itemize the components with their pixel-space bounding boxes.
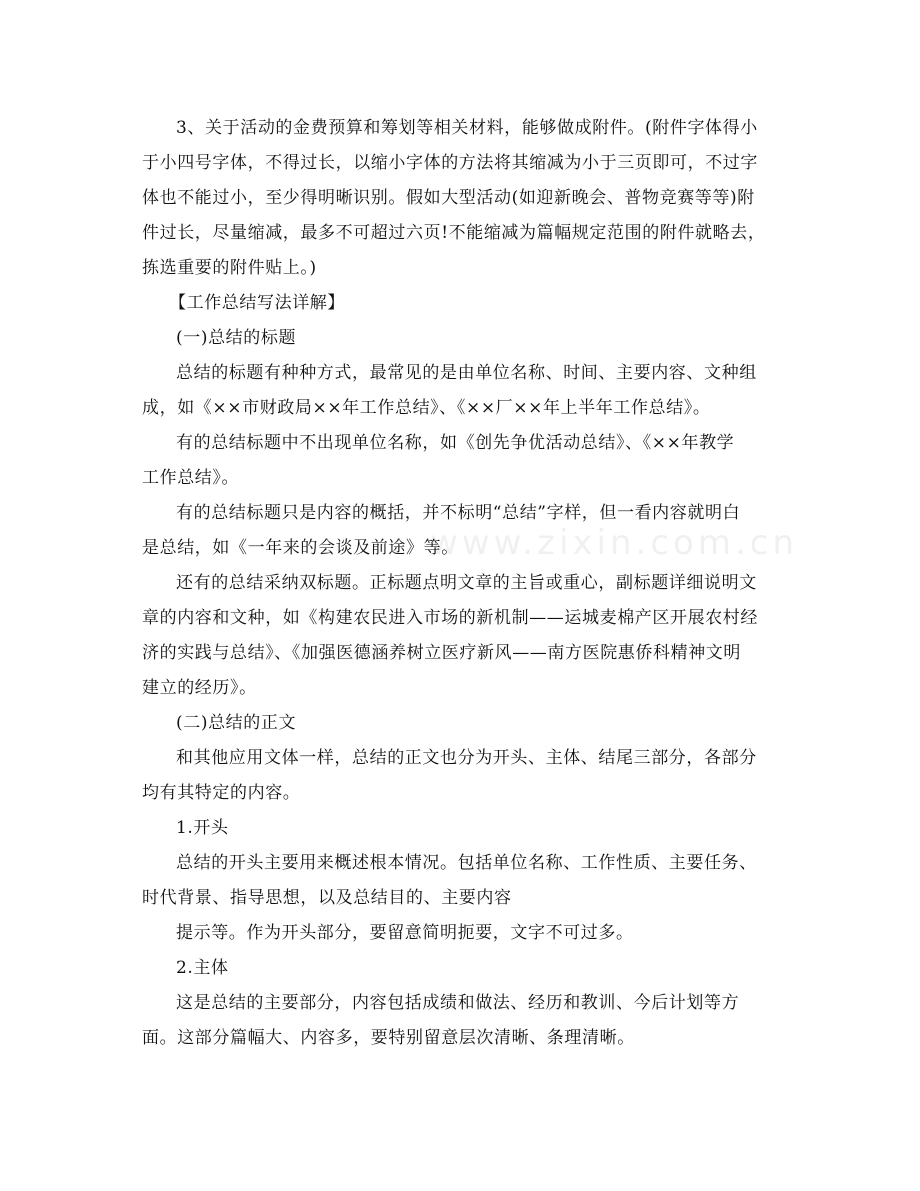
paragraph-line: 时代背景、指导思想，以及总结目的、主要内容: [142, 888, 512, 908]
paragraph-line: 拣选重要的附件贴上。): [142, 258, 317, 278]
subsection-heading: 2.主体: [176, 958, 229, 978]
paragraph-line: 有的总结标题中不出现单位名称，如《创先争优活动总结》、《××年教学: [176, 433, 735, 453]
paragraph-line: 还有的总结采纳双标题。正标题点明文章的主旨或重心，副标题详细说明文: [176, 573, 757, 593]
paragraph-line: 成，如《××市财政局××年工作总结》、《××厂××年上半年工作总结》。: [142, 398, 711, 418]
paragraph-line: 建立的经历》。: [142, 678, 257, 698]
paragraph-line: 体也不能过小，至少得明晰识别。假如大型活动(如迎新晚会、普物竞赛等等)附: [142, 188, 755, 208]
paragraph-line: 有的总结标题只是内容的概括，并不标明“总结”字样，但一看内容就明白: [176, 503, 741, 523]
paragraph-line: 面。这部分篇幅大、内容多，要特别留意层次清晰、条理清晰。: [142, 1028, 635, 1048]
paragraph-line: 这是总结的主要部分，内容包括成绩和做法、经历和教训、今后计划等方: [176, 993, 740, 1013]
paragraph-line: 章的内容和文种，如《构建农民进入市场的新机制——运城麦棉产区开展农村经: [142, 608, 758, 628]
paragraph-line: 于小四号字体，不得过长，以缩小字体的方法将其缩减为小于三页即可，不过字: [142, 153, 758, 173]
paragraph-line: 3、关于活动的金费预算和筹划等相关材料，能够做成附件。(附件字体得小: [176, 118, 758, 138]
subsection-heading: 1.开头: [176, 818, 229, 838]
section-heading: 【工作总结写法详解】: [169, 293, 345, 313]
paragraph-line: 济的实践与总结》、《加强医德涵养树立医疗新风——南方医院惠侨科精神文明: [142, 643, 741, 663]
watermark: www.zixin.com.cn: [430, 523, 798, 563]
paragraph-line: 提示等。作为开头部分，要留意简明扼要，文字不可过多。: [176, 923, 634, 943]
paragraph-line: 工作总结》。: [142, 468, 240, 488]
paragraph-line: 件过长，尽量缩减，最多不可超过六页!不能缩减为篇幅规定范围的附件就略去，: [142, 223, 766, 243]
subsection-heading: (二)总结的正文: [176, 713, 297, 733]
paragraph-line: 总结的标题有种种方式，最常见的是由单位名称、时间、主要内容、文种组: [176, 363, 757, 383]
paragraph-line: 是总结，如《一年来的会谈及前途》等。: [142, 538, 459, 558]
paragraph-line: 和其他应用文体一样，总结的正文也分为开头、主体、结尾三部分，各部分: [176, 748, 757, 768]
paragraph-line: 总结的开头主要用来概述根本情况。包括单位名称、工作性质、主要任务、: [176, 853, 757, 873]
subsection-heading: (一)总结的标题: [176, 328, 297, 348]
paragraph-line: 均有其特定的内容。: [142, 783, 301, 803]
